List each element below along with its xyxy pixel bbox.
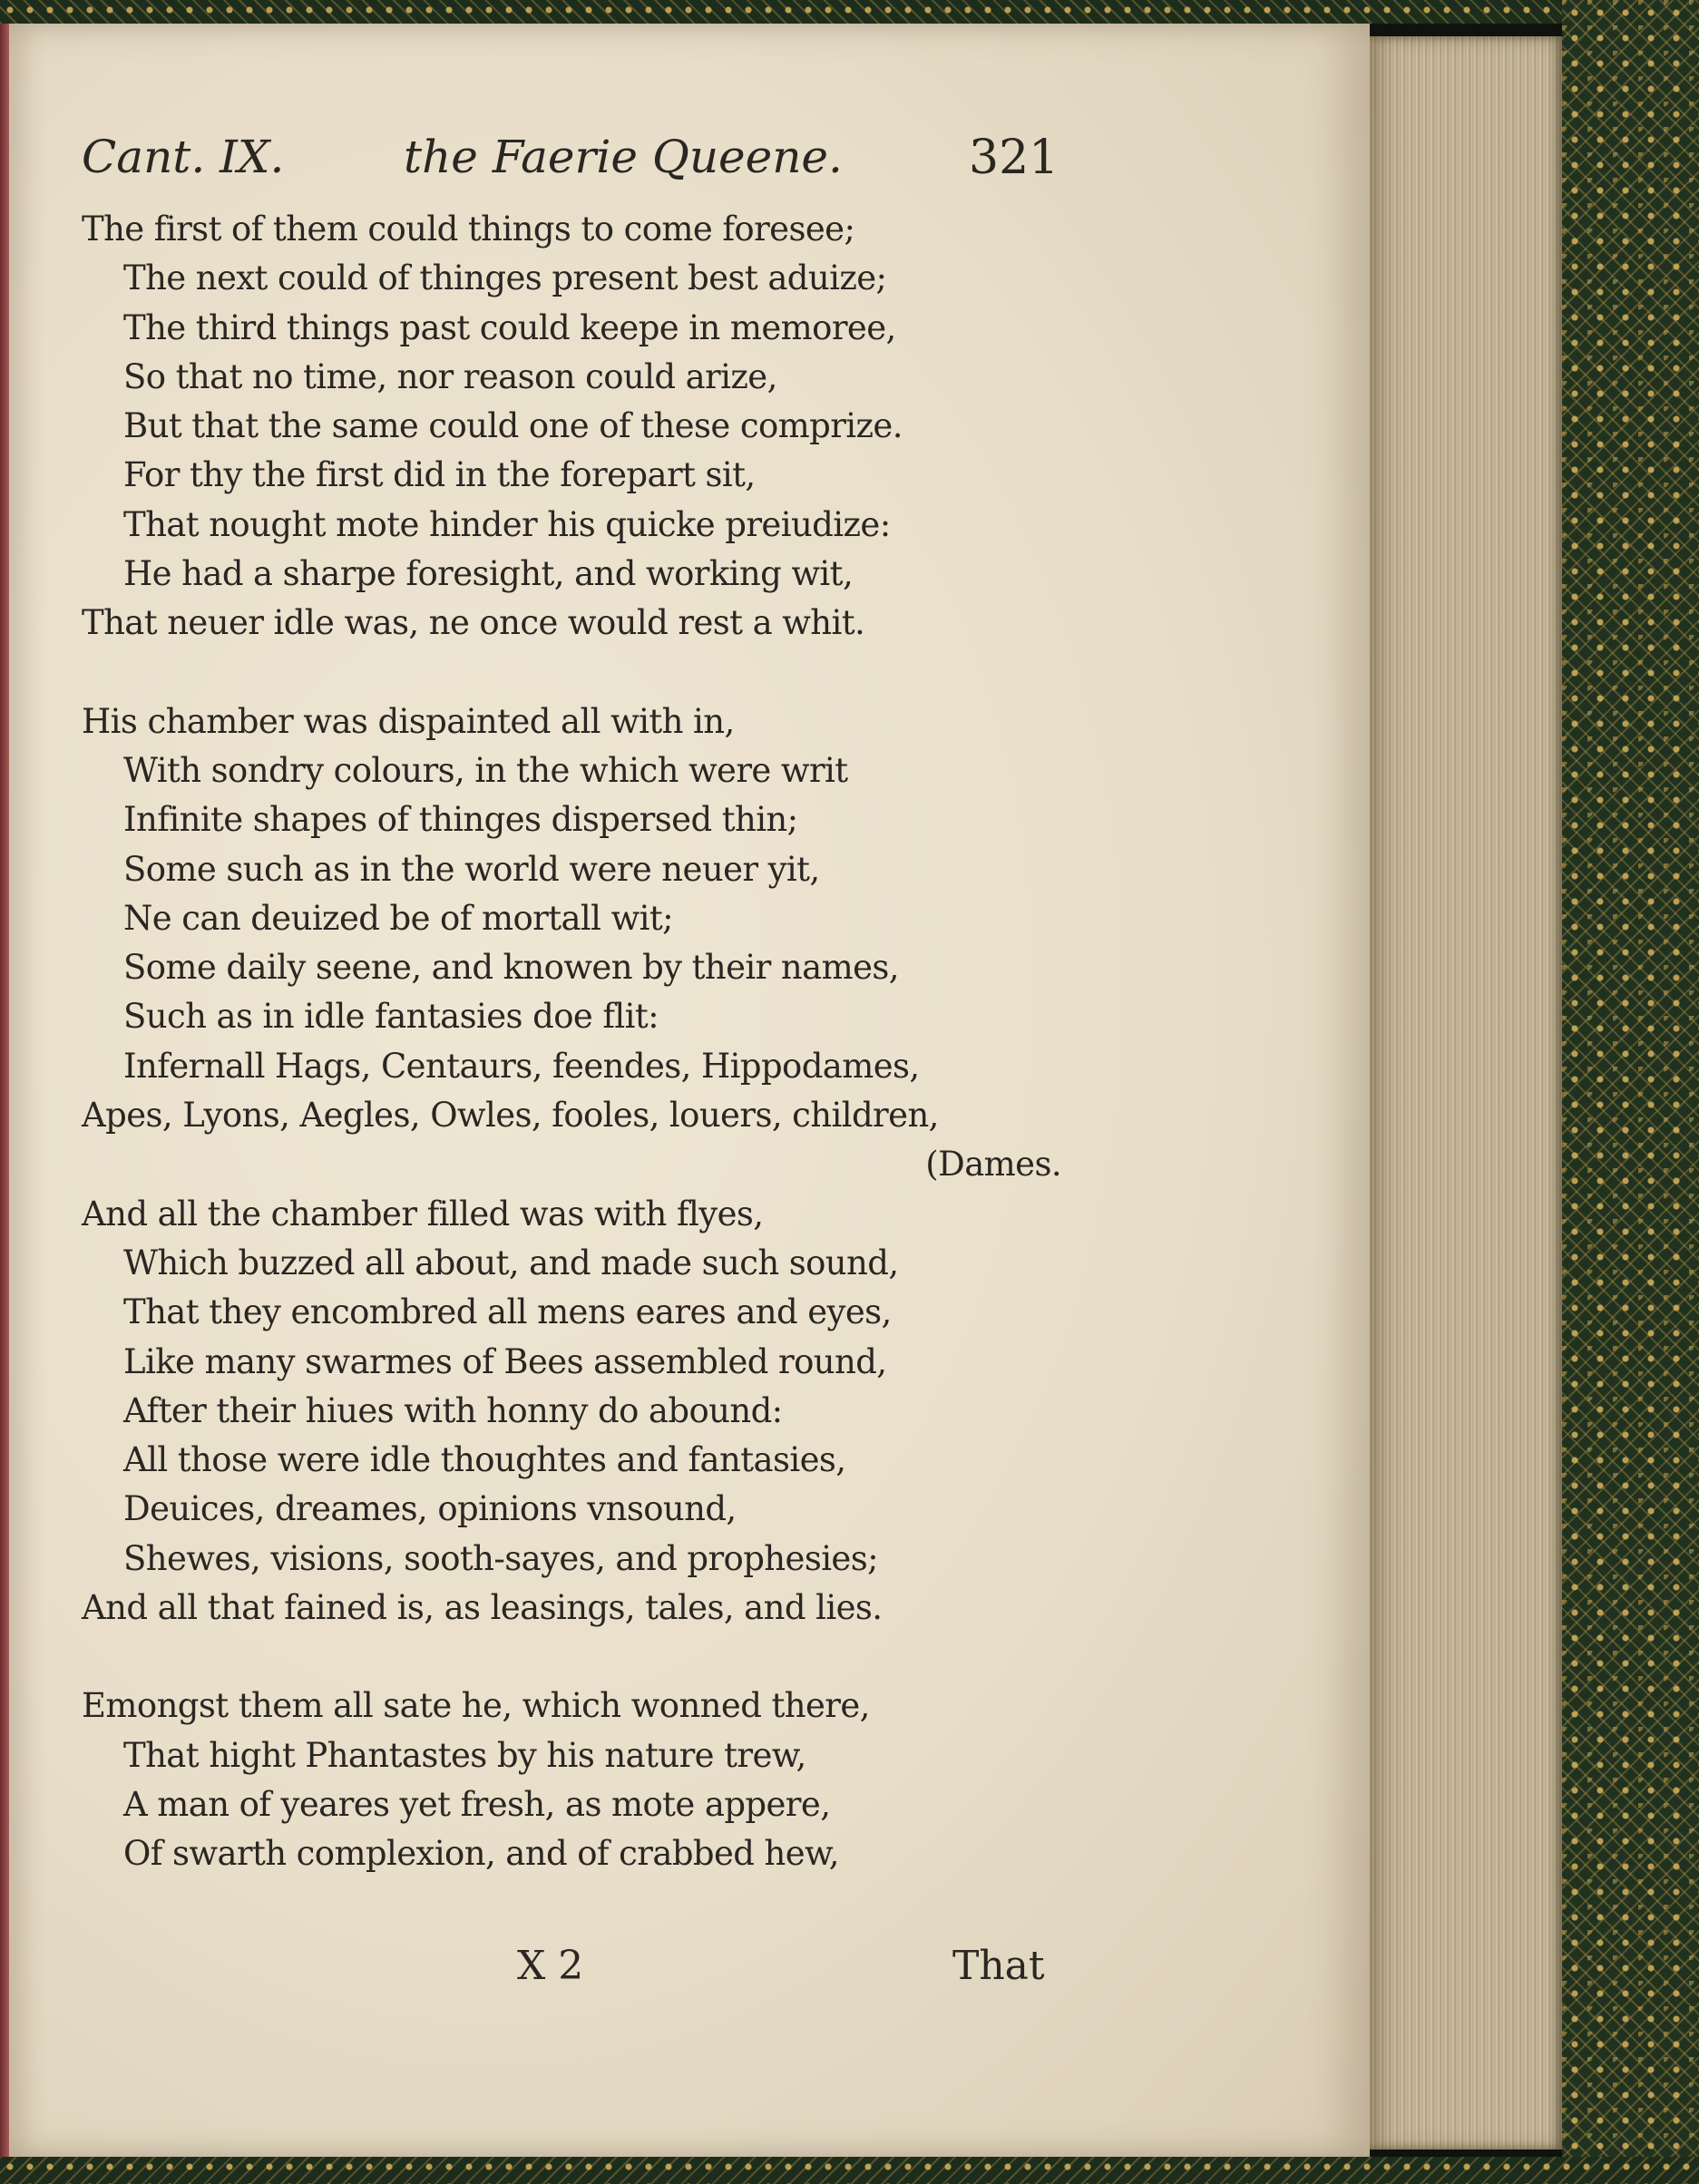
verse-line: The first of them could things to come foresee; bbox=[82, 210, 855, 249]
verse-line: The next could of thinges present best aduize; bbox=[123, 258, 887, 298]
verse-line: A man of yeares yet fresh, as mote appere, bbox=[123, 1784, 831, 1824]
book-page bbox=[9, 24, 1370, 2157]
page-fore-edge bbox=[1370, 36, 1562, 2150]
verse-line: His chamber was dispainted all with in, bbox=[82, 701, 735, 741]
verse-line: Such as in idle fantasies doe flit: bbox=[123, 997, 659, 1037]
signature-mark: X 2 bbox=[517, 1943, 584, 1989]
verse-line: Of swarth complexion, and of crabbed hew, bbox=[123, 1834, 839, 1874]
stanza bbox=[82, 1682, 1061, 1878]
verse-line: Some such as in the world were neuer yit, bbox=[123, 849, 820, 889]
cover-board-bottom bbox=[0, 2157, 1699, 2184]
verse-line: Some daily seene, and knowen by their names, bbox=[123, 948, 899, 988]
verse-line: All those were idle thoughtes and fantasies, bbox=[123, 1440, 846, 1480]
verse-line: And all the chamber filled was with flyes, bbox=[82, 1194, 764, 1233]
verse-line: Apes, Lyons, Aegles, Owles, fooles, louers, children, bbox=[82, 1096, 939, 1136]
verse-line: Infinite shapes of thinges dispersed thin; bbox=[123, 800, 798, 840]
stanza bbox=[82, 697, 1061, 1633]
verse-line: He had a sharpe foresight, and working wit, bbox=[123, 554, 854, 594]
catchword: That bbox=[952, 1943, 1045, 1989]
cover-board-top bbox=[0, 0, 1699, 24]
verse-line: After their hiues with honny do abound: bbox=[123, 1390, 783, 1430]
verse-line: That they encombred all mens eares and eyes, bbox=[123, 1292, 892, 1332]
verse-line: So that no time, nor reason could arize, bbox=[123, 356, 777, 396]
verse-line: That hight Phantastes by his nature trew, bbox=[123, 1735, 806, 1775]
verse-line: That neuer idle was, ne once would rest a whit. bbox=[82, 603, 865, 643]
verse-line: Shewes, visions, sooth-sayes, and prophesies; bbox=[123, 1538, 878, 1578]
stanza bbox=[82, 205, 1061, 648]
verse-line: For thy the first did in the forepart sit, bbox=[123, 455, 756, 495]
page-number: 321 bbox=[969, 131, 1059, 185]
verse-line: (Dames. bbox=[925, 1145, 1061, 1185]
verse-line: The third things past could keepe in memoree, bbox=[123, 307, 896, 347]
verse-line: Deuices, dreames, opinions vnsound, bbox=[123, 1489, 737, 1529]
verse-line: Emongst them all sate he, which wonned there, bbox=[82, 1686, 870, 1726]
canto-heading: Cant. IX. bbox=[82, 131, 285, 183]
running-title: the Faerie Queene. bbox=[404, 131, 843, 183]
verse-line: Like many swarmes of Bees assembled round, bbox=[123, 1341, 887, 1381]
verse-line: Infernall Hags, Centaurs, feendes, Hippodames, bbox=[123, 1046, 920, 1086]
verse-line: That nought mote hinder his quicke preiudize: bbox=[123, 504, 891, 544]
spine-edge bbox=[0, 24, 9, 2157]
poem-body bbox=[82, 205, 1061, 1928]
verse-line: And all that fained is, as leasings, tales, and lies. bbox=[82, 1588, 883, 1628]
verse-line: With sondry colours, in the which were writ bbox=[123, 750, 848, 790]
verse-line: Which buzzed all about, and made such sound, bbox=[123, 1243, 899, 1282]
verse-line: But that the same could one of these comprize. bbox=[123, 406, 903, 446]
cover-board-right bbox=[1562, 0, 1699, 2184]
verse-line: Ne can deuized be of mortall wit; bbox=[123, 898, 674, 938]
